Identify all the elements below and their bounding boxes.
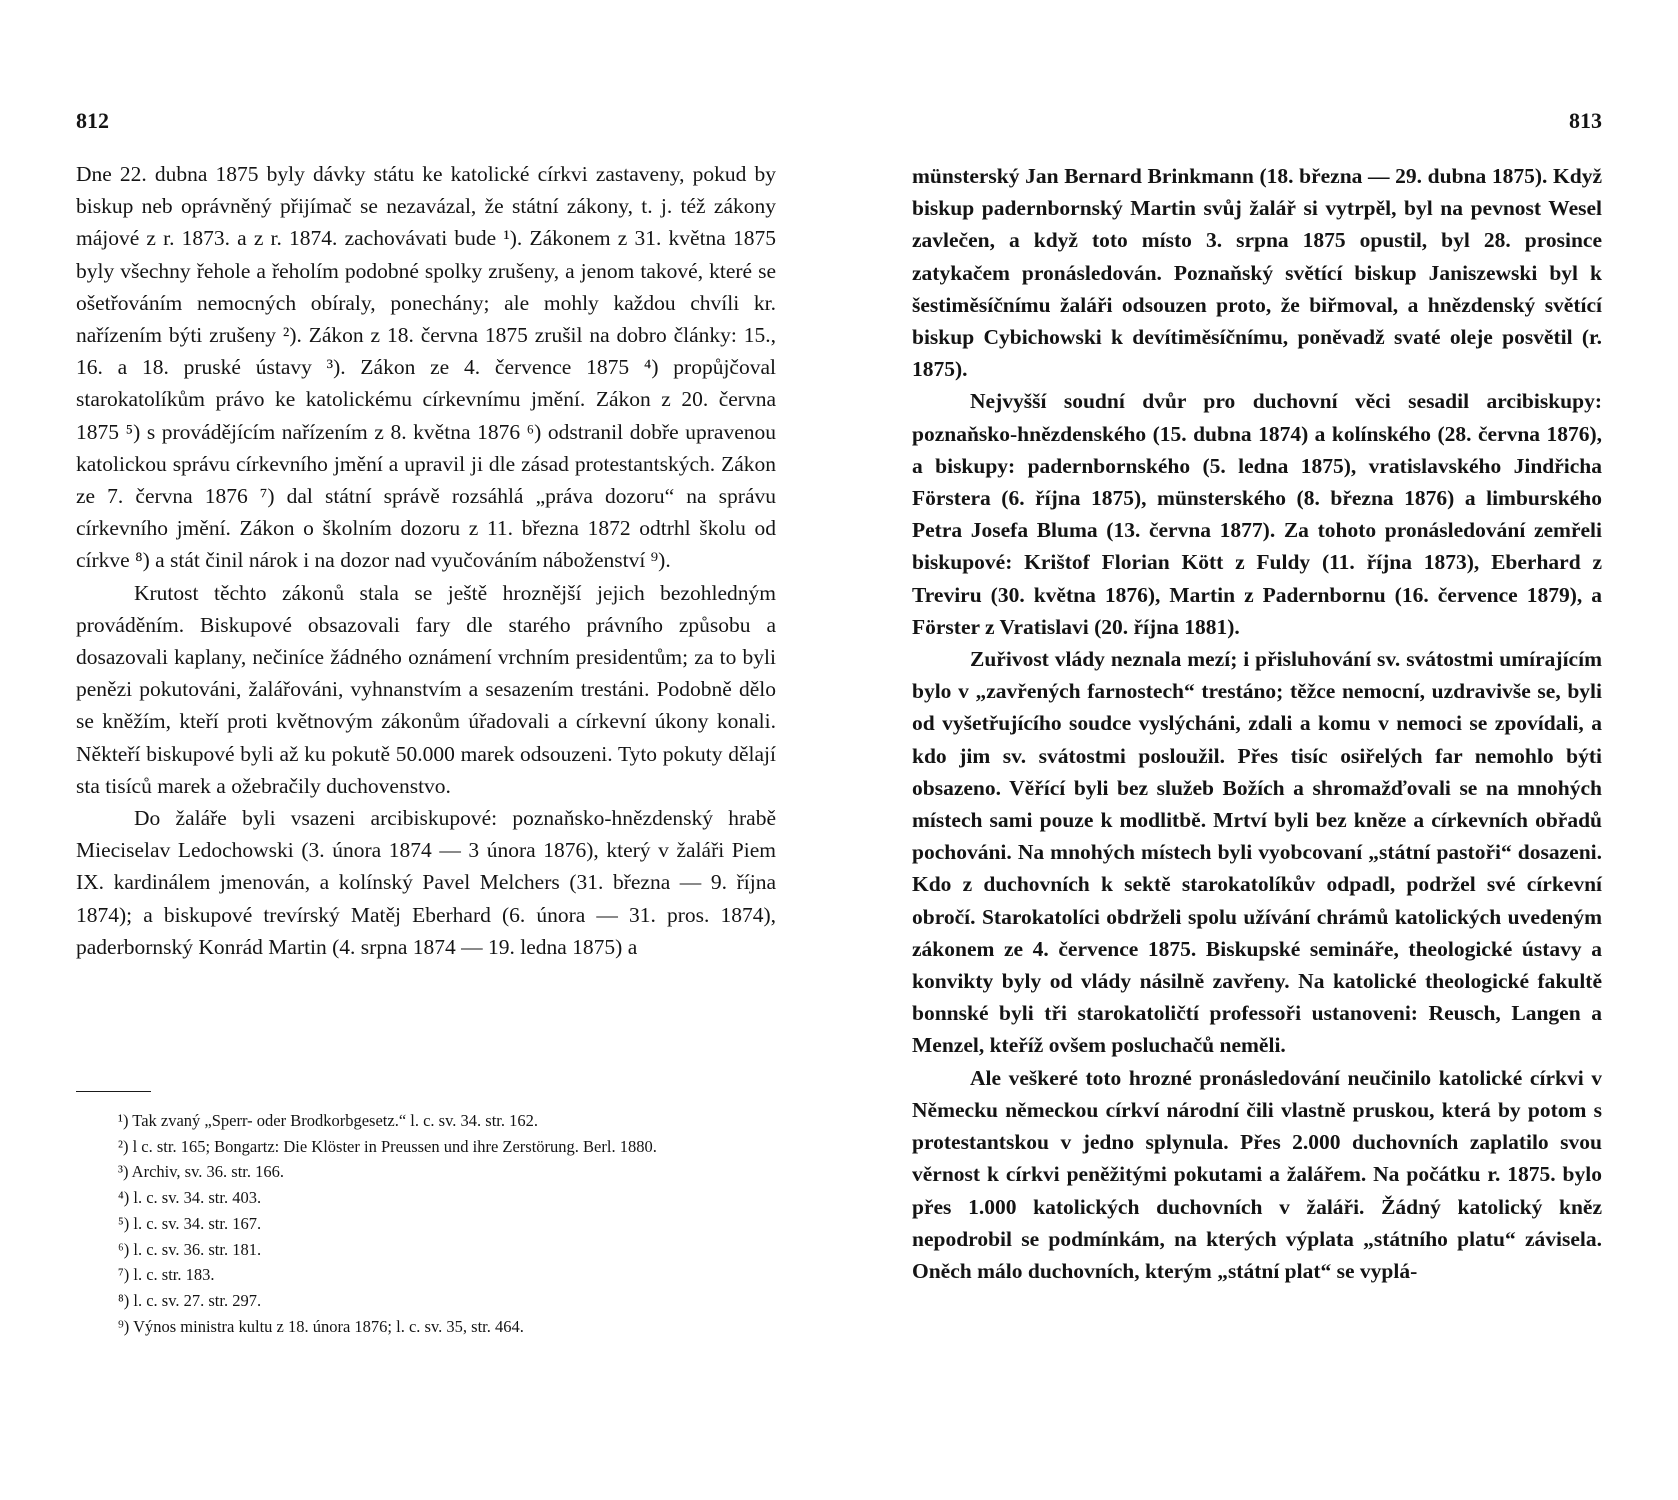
footnote-text: Tak zvaný „Sperr- oder Brodkorbgesetz.“ l. c. sv. 34. str. 162.	[132, 1111, 538, 1130]
footnote-mark: ⁷)	[118, 1265, 130, 1285]
footnote-text: l. c. sv. 34. str. 403.	[133, 1188, 262, 1208]
right-page-body	[912, 160, 1602, 1287]
footnote-text: l. c. sv. 36. str. 181.	[133, 1239, 262, 1259]
footnote	[76, 1211, 776, 1237]
footnote-mark: ¹)	[118, 1111, 129, 1130]
footnote	[76, 1237, 776, 1263]
paragraph: Ale veškeré toto hrozné pronásledování neučinilo katolické církvi v Německu německou církví národní čili vlastně pruskou, která by potom s protestantskou v jedno splynula. Přes 2.000 duchovních zaplatilo svou věrnost k církvi peněžitými pokutami a žalářem. Na počátku r. 1875. bylo přes 1.000 katolických duchovních v žaláři. Žádný katolický kněz nepodrobil se podmínkám, na kterých výplata „státního platu“ závisela. Oněch málo duchovních, kterým „státní plat“ se vyplá-	[912, 1065, 1602, 1283]
footnote-text: l. c. sv. 34. str. 167.	[133, 1213, 262, 1233]
footnote-text: l c. str. 165; Bongartz: Die Klöster in Preussen und ihre Zerstörung. Berl. 1880.	[132, 1136, 657, 1156]
footnote	[76, 1288, 776, 1314]
footnote-mark: ⁸)	[118, 1290, 130, 1310]
footnote-mark: ⁵)	[118, 1213, 130, 1233]
footnote-rule	[76, 1091, 151, 1092]
footnote-mark: ⁶)	[118, 1239, 130, 1259]
footnote	[76, 1159, 776, 1185]
footnote-mark: ⁹)	[118, 1316, 130, 1336]
paragraph: Nejvyšší soudní dvůr pro duchovní věci sesadil arcibiskupy: poznaňsko-hnězdenského (15. dubna 1874) a kolínského (28. června 1876), a biskupy: padernbornského (5. ledna 1875), vratislavského Jindřicha Förstera (6. října 1875), münsterského (8. března 1876) a limburského Petra Josefa Bluma (13. června 1877). Za tohoto pronásledování zemřeli biskupové: Krištof Florian Kött z Fuldy (11. října 1873), Eberhard z Treviru (30. května 1876), Martin z Padernbornu (16. července 1879), a Förster z Vratislavi (20. října 1881).	[912, 389, 1602, 639]
paragraph: münsterský Jan Bernard Brinkmann (18. března — 29. dubna 1875). Když biskup padernbornský Martin svůj žalář si vytrpěl, byl na pevnost Wesel zavlečen, a když toto místo 3. srpna 1875 opustil, byl 28. prosince zatykačem pronásledován. Poznaňský světící biskup Janiszewski byl k šestiměsíčnímu žaláři odsouzen proto, že biřmoval, a hnězdenský světící biskup Cybichowski k devítiměsíčnímu, poněvadž svaté oleje posvětil (r. 1875).	[912, 164, 1602, 382]
footnote	[76, 1108, 776, 1134]
paragraph: Do žaláře byli vsazeni arcibiskupové: poznaňsko-hnězdenský hrabě Mieciselav Ledochowski (3. února 1874 — 3 února 1876), který v žaláři Piem IX. kardinálem jmenován, a kolínský Pavel Melchers (31. března — 9. října 1874); a biskupové trevírský Matěj Eberhard (6. února — 31. pros. 1874), paderbornský Konrád Martin (4. srpna 1874 — 19. ledna 1875) a	[76, 806, 776, 959]
footnote	[76, 1185, 776, 1211]
paragraph: Krutost těchto zákonů stala se ještě hroznější jejich bezohledným prováděním. Biskupové obsazovali fary dle starého právního způsobu a dosazovali kaplany, nečiníce žádného oznámení vrchním presidentům; za to byli penězi pokutováni, žalářováni, vyhnanstvím a sesazením trestáni. Podobně dělo se kněžím, kteří proti květnovým zákonům úřadovali a církevní úkony konali. Někteří biskupové byli až ku pokutě 50.000 marek odsouzeni. Tyto pokuty dělají sta tisíců marek a ožebračily duchovenstvo.	[76, 580, 776, 798]
paragraph: Dne 22. dubna 1875 byly dávky státu ke katolické církvi zastaveny, pokud by biskup neb oprávněný přijímač se nezavázal, že státní zákony, t. j. též zákony májové z r. 1873. a z r. 1874. zachovávati bude ¹). Zákonem z 31. května 1875 byly všechny řehole a řeholím podobné spolky zrušeny, a jenom takové, které se ošetřováním nemocných obíraly, ponechány; ale mohly každou chvíli kr. nařízením býti zrušeny ²). Zákon z 18. června 1875 zrušil na dobro články: 15., 16. a 18. pruské ústavy ³). Zákon ze 4. července 1875 ⁴) propůjčoval starokatolíkům právo ke katolickému církevnímu jmění. Zákon z 20. června 1875 ⁵) s provádějícím nařízením z 8. května 1876 ⁶) odstranil dobře upravenou katolickou správu církevního jmění a upravil ji dle zásad protestantských. Zákon ze 7. června 1876 ⁷) dal státní správě rozsáhlá „práva dozoru“ na správu církevního jmění. Zákon o školním dozoru z 11. března 1872 odtrhl školu od církve ⁸) a stát činil nárok i na dozor nad vyučováním náboženství ⁹).	[76, 162, 776, 573]
footnote-text: l. c. str. 183.	[133, 1265, 215, 1285]
page-number-left: 812	[76, 108, 109, 133]
footnote-mark: ⁴)	[118, 1188, 130, 1208]
footnote	[76, 1134, 776, 1160]
footnote-text: Archiv, sv. 36. str. 166.	[131, 1162, 284, 1182]
footnote-text: l. c. sv. 27. str. 297.	[133, 1290, 262, 1310]
footnote	[76, 1262, 776, 1288]
footnote	[76, 1314, 776, 1340]
paragraph: Zuřivost vlády neznala mezí; i přisluhování sv. svátostmi umírajícím bylo v „zavřených farnostech“ trestáno; těžce nemocní, uzdravivše se, byli od vyšetřujícího soudce vyslýcháni, zdali a komu v nemoci se zpovídali, a kdo jim sv. svátostmi posloužil. Přes tisíc osiřelých far nemohlo býti obsazeno. Věřící byli bez služeb Božích a shromažďovali se na mnohých místech sami pouze k modlitbě. Mrtví byli bez kněze a církevních obřadů pochováni. Na mnohých místech byli vyobcovaní „státní pastoři“ dosazeni. Kdo z duchovních k sektě starokatolíkův odpadl, podržel své církevní obročí. Starokatolíci obdrželi spolu užívání chrámů katolických uvedeným zákonem ze 4. července 1875. Biskupské semináře, theologické ústavy a konvikty byly od vlády násilně zavřeny. Na katolické theologické fakultě bonnské byli tři starokatoličtí professoři ustanoveni: Reusch, Langen a Menzel, kteříž ovšem posluchačů neměli.	[912, 647, 1602, 1058]
footnote-mark: ²)	[118, 1136, 129, 1156]
left-page-body	[76, 158, 776, 963]
footnotes	[76, 1108, 776, 1339]
footnote-mark: ³)	[118, 1162, 129, 1182]
page-number-right: 813	[1569, 108, 1602, 133]
footnote-text: Výnos ministra kultu z 18. února 1876; l. c. sv. 35, str. 464.	[133, 1316, 524, 1336]
